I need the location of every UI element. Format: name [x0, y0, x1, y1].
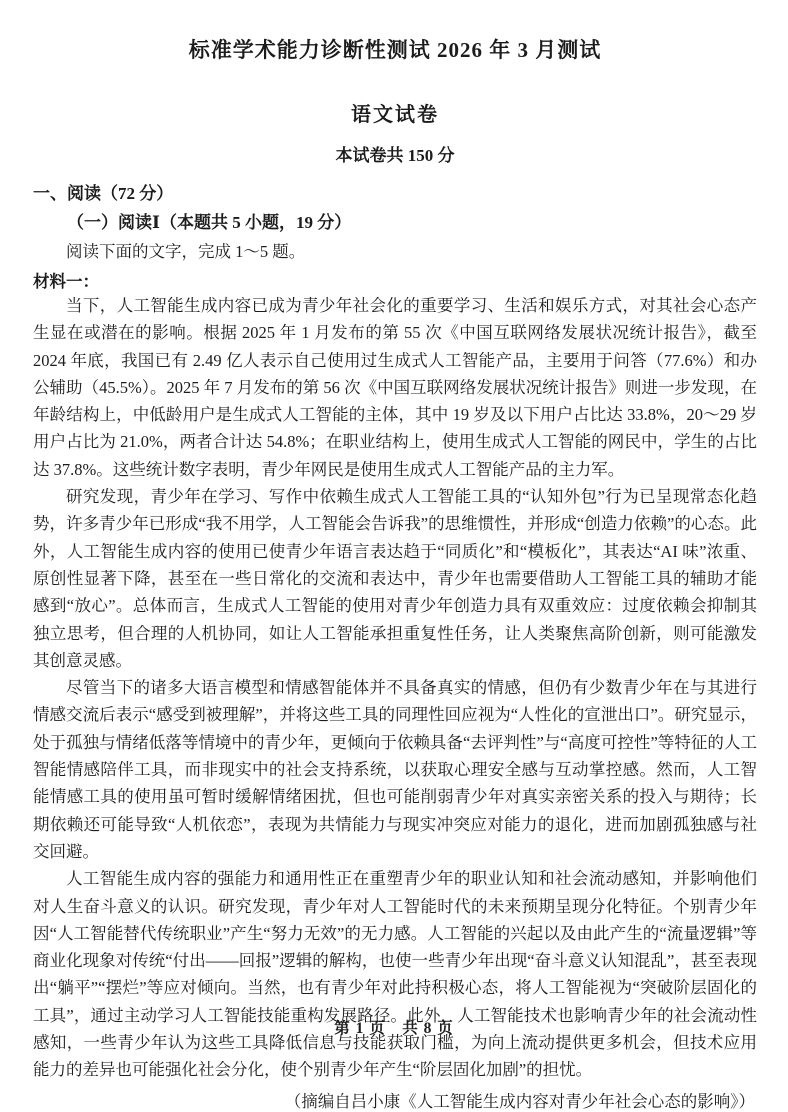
exam-title: 标准学术能力诊断性测试 2026 年 3 月测试 [188, 38, 602, 62]
total-score-line: 本试卷共 150 分 [335, 146, 455, 165]
page-number-footer: 第 1 页 共 8 页 [334, 1020, 454, 1037]
subject-title: 语文试卷 [351, 104, 439, 126]
subsection-heading-reading-1: （一）阅读Ⅰ（本题共 5 小题，19 分） [67, 213, 352, 232]
material-paragraph-1: 当下，人工智能生成内容已成为青少年社会化的重要学习、生活和娱乐方式，对其社会心态产生显在或潜在的影响。根据 2025 年 1 月发布的第 55 次《中国互联网络发展状况统计报告》，截至 2024 年底，我国已有 2.49 亿人表示自己使用过生成式人工智能产品，主要用于问答（77.6%）和办公辅助（45.5%）。2025 年 7 月发布的第 56 次《中国互联网络发展状况统计报告》则进一步发现，在年龄结构上，中低龄用户是生成式人工智能的主体，其中 19 岁及以下用户占比达 33.8%，20～29 岁用户占比为 21.0%，两者合计达 54.8%；在职业结构上，使用生成式人工智能的网民中，学生的占比达 37.8%。这些统计数字表明，青少年网民是使用生成式人工智能产品的主力军。 [33, 296, 757, 479]
material-paragraph-4: 人工智能生成内容的强能力和通用性正在重塑青少年的职业认知和社会流动感知，并影响他们对人生奋斗意义的认识。研究发现，青少年对人工智能时代的未来预期呈现分化特征。个别青少年因“人工智能替代传统职业”产生“努力无效”的无力感。人工智能的兴起以及由此产生的“流量逻辑”等商业化现象对传统“付出——回报”逻辑的解构，也使一些青少年出现“奋斗意义认知混乱”，甚至表现出“躺平”“摆烂”等应对倾向。当然，也有青少年对此持积极心态，将人工智能视为“突破阶层固化的工具”，通过主动学习人工智能技能重构发展路径。此外，人工智能技术也影响青少年的社会流动性感知，一些青少年认为这些工具降低信息与技能获取门槛，为向上流动提供更多机会，但技术应用能力的差异也可能强化社会分化，使个别青少年产生“阶层固化加剧”的担忧。 [33, 869, 757, 1080]
material-one-body [33, 292, 757, 1084]
material-paragraph-3: 尽管当下的诸多大语言模型和情感智能体并不具备真实的情感，但仍有少数青少年在与其进行情感交流后表示“感受到被理解”，并将这些工具的同理性回应视为“人性化的宣泄出口”。研究显示，处于孤独与情绪低落等情境中的青少年，更倾向于依赖具备“去评判性”与“高度可控性”等特征的人工智能情感陪伴工具，而非现实中的社会支持系统，以获取心理安全感与互动掌控感。然而，人工智能情感工具的使用虽可暂时缓解情绪困扰，但也可能削弱青少年对真实亲密关系的投入与期待；长期依赖还可能导致“人机依恋”，表现为共情能力与现实冲突应对能力的退化，进而加剧孤独感与社交回避。 [33, 678, 757, 861]
section-heading-reading: 一、阅读（72 分） [33, 184, 174, 203]
source-citation: （摘编自吕小康《人工智能生成内容对青少年社会心态的影响》） [284, 1091, 755, 1111]
reading-instruction: 阅读下面的文字，完成 1～5 题。 [66, 242, 306, 261]
material-paragraph-2: 研究发现，青少年在学习、写作中依赖生成式人工智能工具的“认知外包”行为已呈现常态化趋势，许多青少年已形成“我不用学，人工智能会告诉我”的思维惯性，并形成“创造力依赖”的心态。此外，人工智能生成内容的使用已使青少年语言表达趋于“同质化”和“模板化”，其表达“AI 味”浓重、原创性显著下降，甚至在一些日常化的交流和表达中，青少年也需要借助人工智能工具的辅助才能感到“放心”。总体而言，生成式人工智能的使用对青少年创造力具有双重效应：过度依赖会抑制其独立思考，但合理的人机协同，如让人工智能承担重复性任务，让人类聚焦高阶创新，则可能激发其创意灵感。 [33, 487, 757, 670]
material-one-label: 材料一： [33, 272, 99, 291]
